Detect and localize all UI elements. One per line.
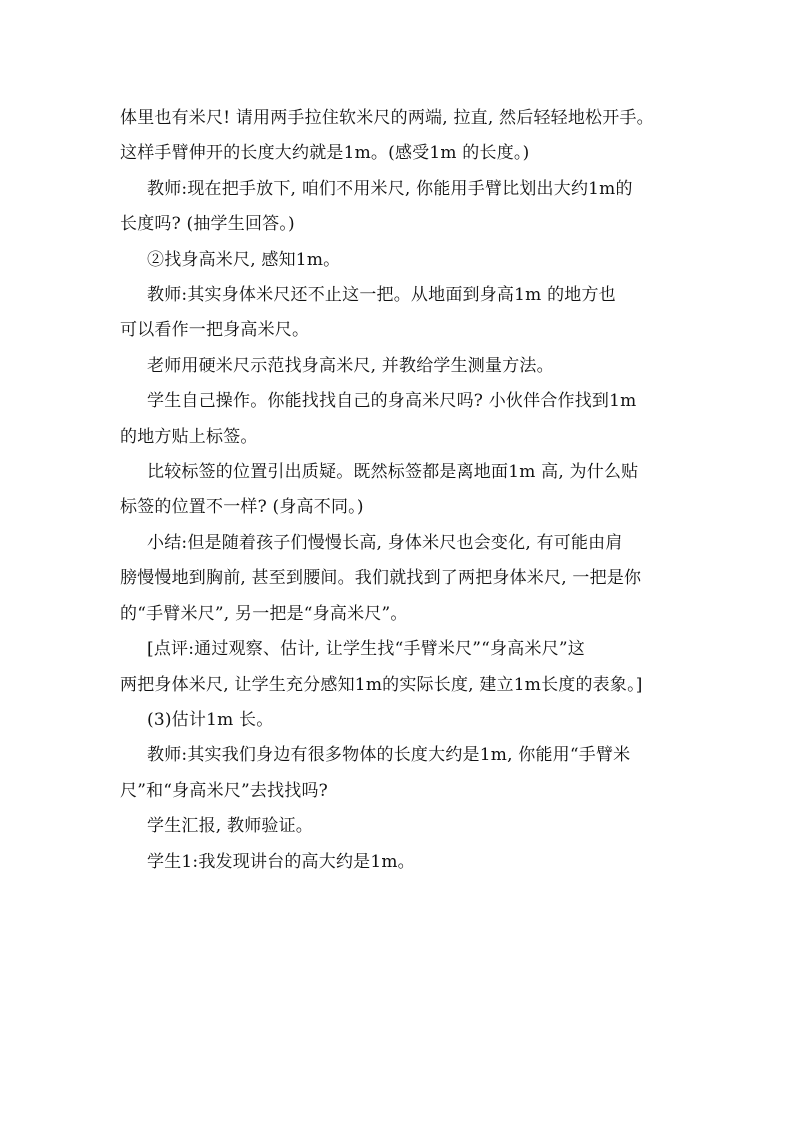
text-line: 的“手臂米尺”, 另一把是“身高米尺”。	[120, 603, 408, 624]
text-line: 教师:现在把手放下, 咱们不用米尺, 你能用手臂比划出大约1m的	[147, 178, 633, 199]
text-line: 教师:其实我们身边有很多物体的长度大约是1m, 你能用“手臂米	[147, 745, 631, 766]
text-line: 小结:但是随着孩子们慢慢长高, 身体米尺也会变化, 有可能由肩	[147, 532, 623, 553]
text-line: 膀慢慢地到胸前, 甚至到腰间。我们就找到了两把身体米尺, 一把是你	[120, 568, 642, 589]
text-line: 这样手臂伸开的长度大约就是1m。(感受1m 的长度。)	[120, 143, 530, 164]
text-line: (3)估计1m 长。	[147, 709, 274, 730]
text-line: [点评:通过观察、估计, 让学生找“手臂米尺”“身高米尺”这	[147, 639, 585, 660]
text-line: ②找身高米尺, 感知1m。	[147, 249, 341, 270]
text-line: 的地方贴上标签。	[120, 426, 258, 447]
document-body	[120, 101, 680, 880]
text-line: 标签的位置不一样? (身高不同。)	[120, 497, 364, 518]
text-line: 学生1:我发现讲台的高大约是1m。	[147, 851, 415, 872]
text-line: 长度吗? (抽学生回答。)	[120, 214, 295, 235]
text-line: 老师用硬米尺示范找身高米尺, 并教给学生测量方法。	[147, 355, 554, 376]
text-line: 体里也有米尺! 请用两手拉住软米尺的两端, 拉直, 然后轻轻地松开手。	[120, 108, 654, 128]
text-line: 学生汇报, 教师验证。	[147, 816, 314, 837]
text-line: 学生自己操作。你能找找自己的身高米尺吗? 小伙伴合作找到1m	[147, 391, 637, 412]
text-line: 教师:其实身体米尺还不止这一把。从地面到身高1m 的地方也	[147, 285, 616, 306]
text-line: 可以看作一把身高米尺。	[120, 320, 310, 341]
text-line: 比较标签的位置引出质疑。既然标签都是离地面1m 高, 为什么贴	[147, 462, 639, 483]
text-line: 尺”和“身高米尺”去找找吗?	[120, 780, 328, 801]
text-line: 两把身体米尺, 让学生充分感知1m的实际长度, 建立1m长度的表象。]	[120, 674, 643, 695]
